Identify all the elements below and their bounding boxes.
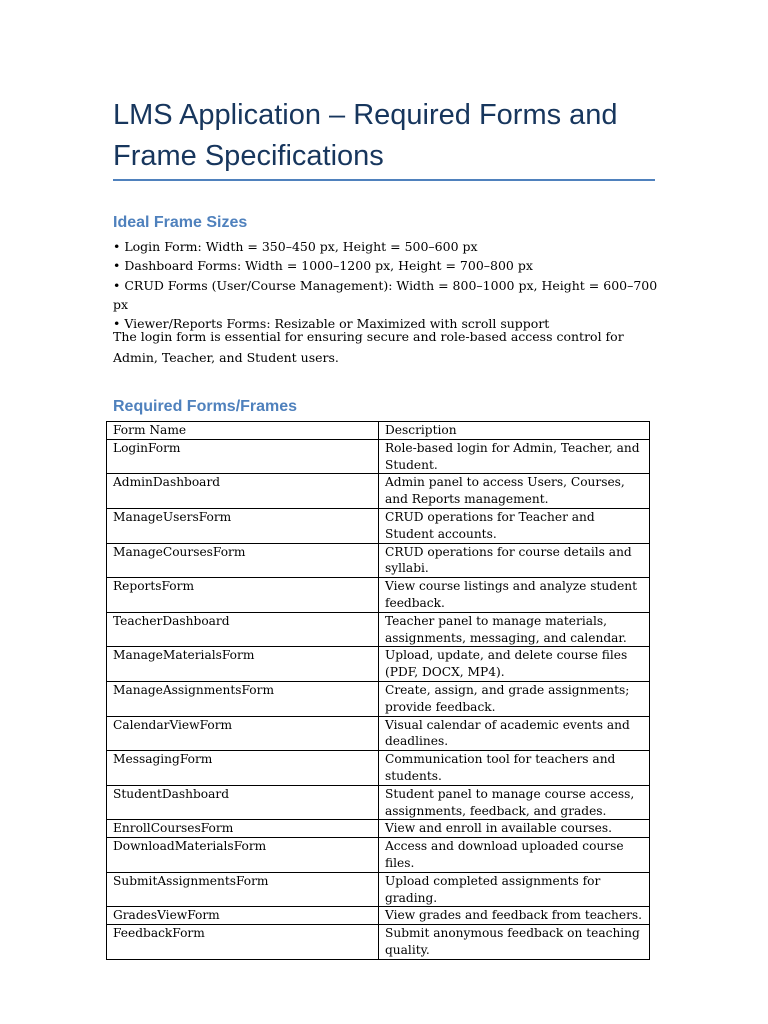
table-row [107, 820, 650, 838]
form-description-cell: View course listings and analyze student feedback. [379, 578, 650, 613]
form-name-cell: ManageUsersForm [107, 508, 379, 543]
table-row [107, 838, 650, 873]
form-description-cell: Upload, update, and delete course files (PDF, DOCX, MP4). [379, 647, 650, 682]
form-description-cell: CRUD operations for Teacher and Student accounts. [379, 508, 650, 543]
table-row [107, 474, 650, 509]
table-row [107, 612, 650, 647]
form-description-cell: Access and download uploaded course files. [379, 838, 650, 873]
form-description-cell: View and enroll in available courses. [379, 820, 650, 838]
form-name-cell: TeacherDashboard [107, 612, 379, 647]
table-row [107, 647, 650, 682]
form-name-cell: StudentDashboard [107, 785, 379, 820]
form-name-cell: ManageMaterialsForm [107, 647, 379, 682]
form-description-cell: Create, assign, and grade assignments; provide feedback. [379, 681, 650, 716]
form-name-cell: SubmitAssignmentsForm [107, 872, 379, 907]
table-row [107, 751, 650, 786]
form-name-cell: ReportsForm [107, 578, 379, 613]
form-description-cell: View grades and feedback from teachers. [379, 907, 650, 925]
frame-sizes-heading: Ideal Frame Sizes [113, 214, 248, 231]
form-name-cell: MessagingForm [107, 751, 379, 786]
table-row [107, 681, 650, 716]
form-name-cell: CalendarViewForm [107, 716, 379, 751]
frame-size-item: • CRUD Forms (User/Course Management): Width = 800–1000 px, Height = 600–700 px [113, 277, 658, 312]
table-row [107, 716, 650, 751]
form-name-cell: LoginForm [107, 439, 379, 474]
column-header-form-name: Form Name [107, 422, 379, 440]
form-name-cell: FeedbackForm [107, 925, 379, 960]
table-row [107, 508, 650, 543]
form-name-cell: DownloadMaterialsForm [107, 838, 379, 873]
frame-sizes-list [113, 237, 673, 333]
form-description-cell: Communication tool for teachers and students. [379, 751, 650, 786]
form-name-cell: ManageAssignmentsForm [107, 681, 379, 716]
column-header-description: Description [379, 422, 650, 440]
form-description-cell: Upload completed assignments for grading. [379, 872, 650, 907]
form-name-cell: EnrollCoursesForm [107, 820, 379, 838]
table-row [107, 785, 650, 820]
login-note-paragraph: The login form is essential for ensuring secure and role-based access control for Admin, Teacher, and Student users. [113, 329, 624, 365]
form-name-cell: GradesViewForm [107, 907, 379, 925]
table-row [107, 925, 650, 960]
form-name-cell: ManageCoursesForm [107, 543, 379, 578]
forms-table [106, 421, 650, 960]
form-description-cell: Teacher panel to manage materials, assignments, messaging, and calendar. [379, 612, 650, 647]
form-name-cell: AdminDashboard [107, 474, 379, 509]
frame-size-item: • Dashboard Forms: Width = 1000–1200 px, Height = 700–800 px [113, 258, 533, 274]
form-description-cell: Student panel to manage course access, assignments, feedback, and grades. [379, 785, 650, 820]
table-row [107, 543, 650, 578]
table-row [107, 439, 650, 474]
form-description-cell: Admin panel to access Users, Courses, and Reports management. [379, 474, 650, 509]
table-header-row [107, 422, 650, 440]
required-forms-heading: Required Forms/Frames [113, 398, 298, 415]
frame-size-item: • Viewer/Reports Forms: Resizable or Maximized with scroll support [113, 316, 550, 332]
table-row [107, 907, 650, 925]
form-description-cell: CRUD operations for course details and syllabi. [379, 543, 650, 578]
form-description-cell: Submit anonymous feedback on teaching quality. [379, 925, 650, 960]
form-description-cell: Role-based login for Admin, Teacher, and Student. [379, 439, 650, 474]
document-title: LMS Application – Required Forms and Frame Specifications [113, 99, 618, 172]
title-underline [113, 179, 655, 181]
form-description-cell: Visual calendar of academic events and deadlines. [379, 716, 650, 751]
table-row [107, 578, 650, 613]
frame-size-item: • Login Form: Width = 350–450 px, Height = 500–600 px [113, 239, 478, 254]
table-row [107, 872, 650, 907]
